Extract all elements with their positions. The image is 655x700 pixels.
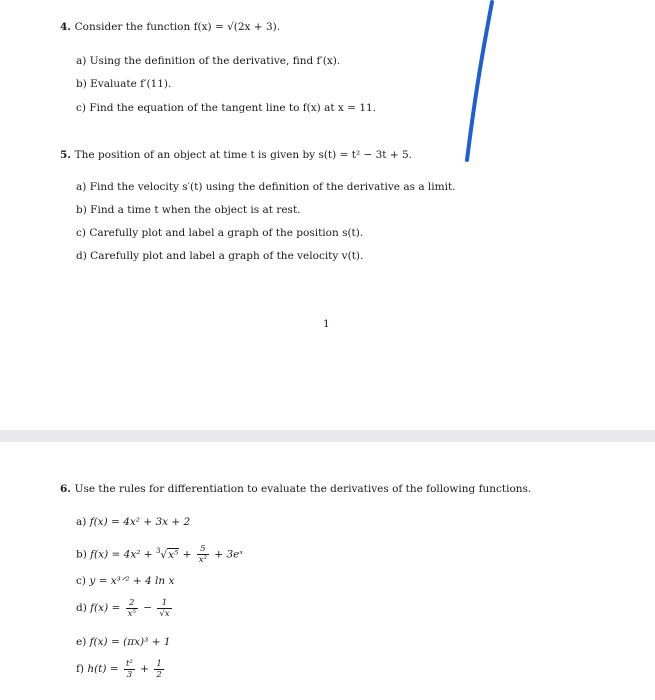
page-separator [0,430,655,442]
question-4: 4. Consider the function f(x) = √(2x + 3). [60,21,281,33]
fraction-2-over-x5: $\frac{2}{\text{x⁵}}$ [127,597,136,619]
question-6: 6. Use the rules for differentiation to evaluate the derivatives of the following functions. [60,483,532,495]
fraction-1-over-sqrt-x: $\frac{1}{√x}$ [159,597,170,619]
question-6a: a) f(x) = 4x² + 3x + 2 [76,516,191,528]
fraction-1-over-2: $\frac{1}{2}$ [156,658,162,680]
question-5b: b) Find a time t when the object is at rest. [76,204,301,216]
fraction-t2-over-3: $\frac{\text{t²}}{3}$ [125,658,133,680]
question-6c: c) y = x³ᐟ² + 4 ln x [76,575,175,587]
question-5: 5. The position of an object at time t is given by s(t) = t² − 3t + 5. [60,149,413,161]
question-5d: d) Carefully plot and label a graph of the velocity v(t). [76,250,364,262]
question-5a: a) Find the velocity s′(t) using the definition of the derivative as a limit. [76,181,456,193]
question-4a: a) Using the definition of the derivative, find f′(x). [76,55,341,67]
question-6f: f) h(t) = $\frac{\text{t²}}{3}$ + $\frac{1}{2}$ [76,658,162,680]
question-6b: b) f(x) = 4x² + $^3$√x⁵ + $\frac{5}{\text{x²}}$ + 3eˣ [76,544,244,565]
question-5c: c) Carefully plot and label a graph of the position s(t). [76,227,364,239]
page-number: 1 [323,318,330,330]
question-6d: d) f(x) = $\frac{2}{\text{x⁵}}$ − $\frac{1}{√x}$ [76,597,170,619]
fraction-5-over-x2: $\frac{5}{\text{x²}}$ [198,544,207,565]
question-4b: b) Evaluate f′(11). [76,78,172,90]
question-4c: c) Find the equation of the tangent line to f(x) at x = 11. [76,102,377,114]
question-6e: e) f(x) = (πx)³ + 1 [76,636,171,648]
pen-stroke-mark [455,0,515,170]
document-page-2 [0,442,655,700]
